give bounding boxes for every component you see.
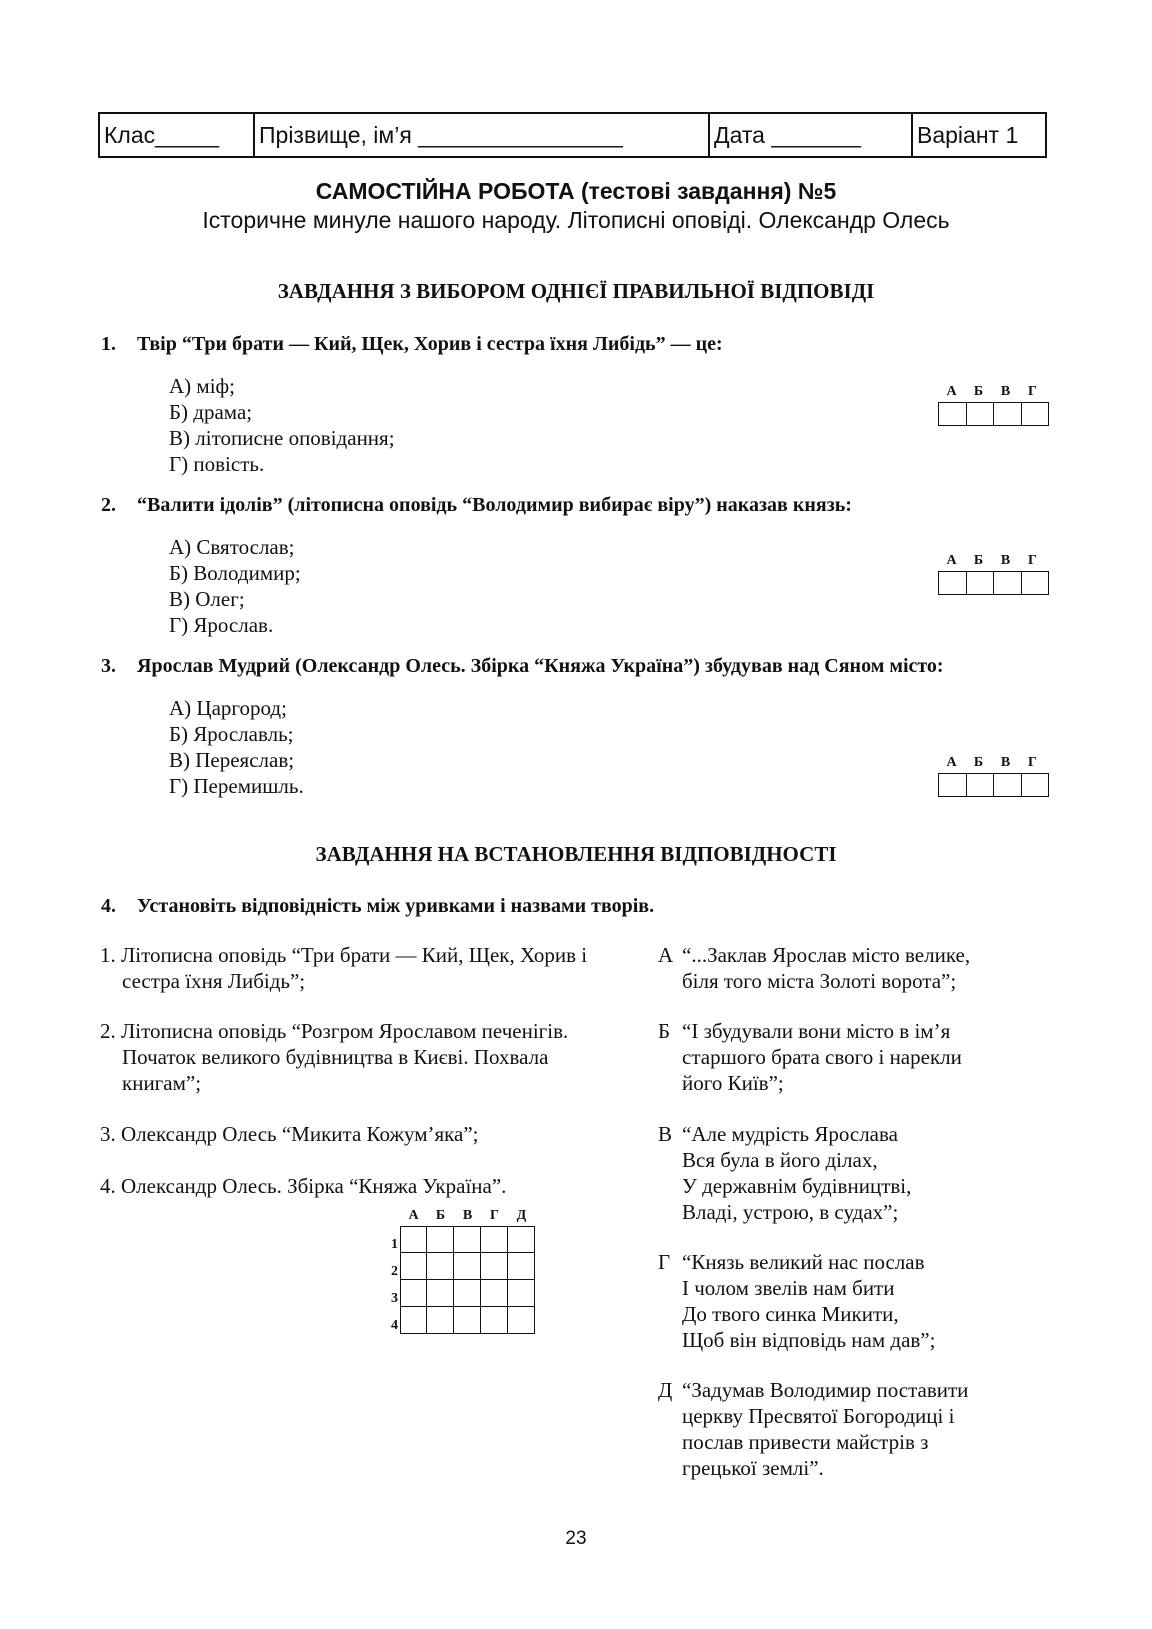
student-info-table [98,112,1047,158]
option-a: А) Святослав; [169,535,295,559]
answer-cell[interactable] [939,774,967,796]
matrix-cell[interactable] [454,1280,481,1307]
variant-field [913,114,1045,156]
list-item [100,1121,620,1147]
option-h: Г) Ярослав. [169,613,274,637]
section-heading-single-choice: ЗАВДАННЯ З ВИБОРОМ ОДНІЄЇ ПРАВИЛЬНОЇ ВІДПОВІДІ [277,279,875,303]
answer-cell[interactable] [967,774,995,796]
excerpt-line: “Князь великий нас послав [682,1250,925,1274]
question-text: Ярослав Мудрий (Олександр Олесь. Збірка “Княжа Україна”) збудував над Сяном місто: [137,655,944,677]
matrix-cell[interactable] [454,1253,481,1280]
question-number: 4. [101,895,116,917]
question-text: Твір “Три брати — Кий, Щек, Хорив і сестра їхня Либідь” — це: [137,333,723,355]
answer-cell[interactable] [994,403,1022,425]
question-3-options [169,695,304,799]
matrix-cell[interactable] [508,1226,535,1253]
answer-cell[interactable] [939,403,967,425]
matrix-row [380,1253,535,1280]
list-item [100,1018,620,1096]
excerpt-line: Вся була в його ділах, [682,1148,878,1172]
matrix-row [380,1280,535,1307]
excerpt-line: грецької землі”. [682,1456,824,1480]
matrix-cell[interactable] [427,1307,454,1334]
excerpt-letter: Г [658,1250,671,1274]
answer-cell[interactable] [967,572,995,594]
matrix-cell[interactable] [454,1307,481,1334]
question-number: 3. [101,655,116,677]
date-field[interactable] [710,114,913,156]
list-item [658,942,1058,994]
question-text: “Валити ідолів” (літописна оповідь “Володимир вибирає віру”) наказав князь: [137,494,852,516]
matrix-cell[interactable] [454,1226,481,1253]
matrix-row-number: 4 [391,1318,398,1333]
answer-letter: Г [1028,553,1037,568]
excerpt-line: До твого синка Микити, [682,1302,899,1326]
variant-label: Варіант 1 [917,121,1019,148]
matrix-cell[interactable] [400,1307,427,1334]
answer-letter: Б [973,553,984,568]
matching-answer-grid [380,1208,535,1334]
question-number: 1. [101,333,116,355]
answer-cell[interactable] [939,572,967,594]
list-item [658,1377,1058,1481]
question-3 [101,655,944,678]
excerpt-letter: Б [658,1019,671,1043]
matrix-cell[interactable] [508,1253,535,1280]
class-label: Клас_____ [104,121,220,148]
list-item [658,1018,1058,1096]
answer-cell[interactable] [1022,572,1049,594]
matrix-cell[interactable] [481,1307,508,1334]
work-title: 2. Літописна оповідь “Розгром Ярославом печенігів. Початок великого будівництва в Києві. Похвала книгам”; [100,1019,569,1095]
option-a: А) Царгород; [169,696,287,720]
question-2 [101,494,852,517]
matrix-column-letter: Б [435,1208,446,1223]
answer-letter: В [1000,553,1011,568]
option-h: Г) Перемишль. [169,774,304,798]
answer-cell[interactable] [1022,774,1049,796]
question-2-options [169,534,301,638]
question-1-options [169,373,395,477]
answer-grid-3 [938,755,1049,797]
list-item [658,1249,1058,1353]
matrix-row [380,1307,535,1334]
matrix-cell[interactable] [427,1226,454,1253]
matrix-column-letter: В [462,1208,473,1223]
matrix-cell[interactable] [400,1226,427,1253]
matrix-cell[interactable] [427,1253,454,1280]
answer-letter: В [1000,384,1011,399]
option-a: А) міф; [169,374,235,398]
excerpt-line: Владі, устрою, в судах”; [682,1200,899,1224]
question-number: 2. [101,494,116,516]
excerpt-line: послав привести майстрів з [682,1430,929,1454]
matrix-cell[interactable] [400,1253,427,1280]
answer-letter: В [1000,755,1011,770]
answer-letter: Г [1028,384,1037,399]
option-b: Б) Володимир; [169,561,301,585]
matrix-column-letter: Д [516,1208,527,1223]
excerpt-letter: Д [658,1378,673,1402]
answer-letter: А [946,384,957,399]
excerpt-line: “Задумав Володимир поставити [682,1378,969,1402]
excerpt-line: “І збудували вони місто в ім’я [682,1019,951,1043]
work-title: 4. Олександр Олесь. Збірка “Княжа Україна”. [100,1174,507,1198]
matrix-row-number: 2 [391,1264,398,1279]
matrix-column-letter: Г [490,1208,499,1223]
list-item [100,1173,620,1199]
work-title: 1. Літописна оповідь “Три брати — Кий, Щек, Хорив і сестра їхня Либідь”; [100,943,588,993]
excerpt-line: І чолом звелів нам бити [682,1276,895,1300]
section-heading-matching: ЗАВДАННЯ НА ВСТАНОВЛЕННЯ ВІДПОВІДНОСТІ [315,842,837,866]
page-title: САМОСТІЙНА РОБОТА (тестові завдання) №5 [315,178,837,204]
name-field[interactable] [255,114,710,156]
answer-letter: Б [973,755,984,770]
option-v: В) літописне оповідання; [169,426,395,450]
excerpt-line: біля того міста Золоті ворота”; [682,969,957,993]
option-b: Б) Ярославль; [169,722,294,746]
answer-letter: Б [973,384,984,399]
matrix-cell[interactable] [427,1280,454,1307]
list-item [100,942,620,994]
matrix-row-number: 3 [391,1291,398,1306]
date-label: Дата _______ [714,121,861,148]
excerpt-letter: В [658,1122,673,1146]
answer-cell[interactable] [994,774,1022,796]
matrix-row-number: 1 [391,1237,398,1252]
page-subtitle: Історичне минуле нашого народу. Літописні оповіді. Олександр Олесь [202,207,950,233]
excerpt-line: “Але мудрість Ярослава [682,1122,898,1146]
matrix-cell[interactable] [508,1280,535,1307]
answer-letter: А [946,755,957,770]
option-h: Г) повість. [169,452,265,476]
option-b: Б) драма; [169,400,253,424]
matrix-cell[interactable] [481,1253,508,1280]
excerpt-line: “...Заклав Ярослав місто велике, [682,943,971,967]
answer-letter: А [946,553,957,568]
question-1 [101,333,723,356]
excerpt-line: його Київ”; [682,1071,784,1095]
work-title: 3. Олександр Олесь “Микита Кожум’яка”; [100,1122,479,1146]
answer-grid-1 [938,384,1049,426]
question-4 [101,895,654,918]
list-item [658,1121,1058,1225]
question-text: Установіть відповідність між уривками і назвами творів. [137,895,655,917]
matrix-cell[interactable] [481,1226,508,1253]
option-v: В) Переяслав; [169,748,295,772]
matrix-cell[interactable] [481,1280,508,1307]
matrix-row [380,1226,535,1253]
name-label: Прізвище, ім’я ________________ [259,121,623,148]
class-field[interactable] [100,114,255,156]
matrix-cell[interactable] [400,1280,427,1307]
excerpt-line: У державнім будівництві, [682,1174,912,1198]
answer-cell[interactable] [1022,403,1049,425]
excerpt-letter: А [658,943,674,967]
answer-letter: Г [1028,755,1037,770]
excerpt-line: церкву Пресвятої Богородиці і [682,1404,955,1428]
option-v: В) Олег; [169,587,245,611]
excerpt-line: старшого брата свого і нарекли [682,1045,962,1069]
matrix-column-letter: А [408,1208,419,1223]
page-number: 23 [565,1528,587,1549]
excerpt-line: Щоб він відповідь нам дав”; [682,1328,936,1352]
answer-cell[interactable] [967,403,995,425]
matrix-cell[interactable] [508,1307,535,1334]
answer-cell[interactable] [994,572,1022,594]
answer-grid-2 [938,553,1049,595]
